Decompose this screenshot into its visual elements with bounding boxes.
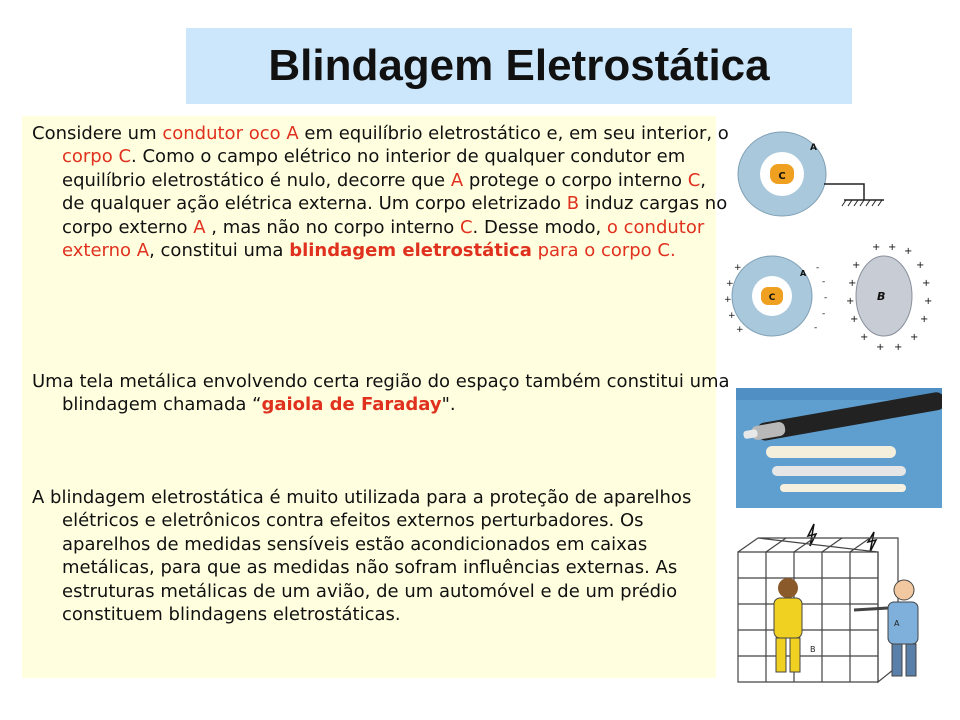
svg-text:-: - bbox=[814, 323, 818, 333]
svg-text:+: + bbox=[888, 244, 897, 253]
svg-text:+: + bbox=[850, 314, 859, 325]
p1-highlight: para o corpo C. bbox=[531, 240, 676, 262]
svg-text:+: + bbox=[904, 246, 913, 257]
p1-text: . Desse modo, bbox=[472, 216, 607, 238]
inner-label: C bbox=[778, 171, 786, 182]
p1-bold-term: blindagem eletrostática bbox=[289, 240, 532, 262]
svg-text:+: + bbox=[726, 279, 734, 289]
p1-highlight: condutor oco A bbox=[162, 123, 299, 144]
paragraph-2 bbox=[32, 370, 732, 417]
p1-text: . Como o campo elétrico no interior de qualquer condutor em equilíbrio eletrostático é nulo, decorre que bbox=[62, 146, 686, 191]
p1-highlight: C bbox=[687, 169, 701, 191]
p1-highlight: C bbox=[459, 216, 473, 238]
cable-core bbox=[780, 484, 906, 492]
text-panel bbox=[22, 116, 730, 678]
charged-label: B bbox=[877, 290, 886, 303]
inner-label: C bbox=[768, 293, 776, 303]
slide-title: Blindagem Eletrostática bbox=[268, 41, 770, 90]
svg-text:+: + bbox=[924, 296, 933, 307]
induction-figure bbox=[722, 244, 944, 354]
p1-text: em equilíbrio eletrostático e, em seu interior, o bbox=[298, 123, 729, 144]
cable-braid bbox=[772, 466, 906, 476]
p1-highlight: corpo C bbox=[62, 146, 132, 168]
p1-text: induz cargas no corpo externo bbox=[62, 193, 728, 238]
paragraph-3 bbox=[32, 486, 732, 626]
svg-text:+: + bbox=[848, 278, 857, 289]
svg-text:+: + bbox=[872, 244, 881, 253]
svg-text:-: - bbox=[824, 293, 828, 303]
svg-text:-: - bbox=[822, 277, 826, 287]
p1-highlight: B bbox=[566, 193, 580, 215]
lightning-icon bbox=[808, 524, 816, 546]
svg-text:+: + bbox=[894, 342, 903, 353]
svg-text:+: + bbox=[724, 295, 732, 305]
shielded-cable-photo bbox=[736, 388, 942, 508]
svg-text:+: + bbox=[916, 260, 925, 271]
p1-text: , de qualquer ação elétrica externa. Um corpo eletrizado bbox=[62, 169, 706, 215]
svg-text:+: + bbox=[734, 263, 742, 273]
outer-label: A bbox=[810, 143, 817, 153]
svg-text:+: + bbox=[846, 296, 855, 307]
person-label: A bbox=[894, 619, 900, 628]
cable-insulation bbox=[766, 446, 896, 458]
svg-text:+: + bbox=[910, 332, 919, 343]
p2-text: Uma tela metálica envolvendo certa região do espaço também constitui uma blindagem chamada “ bbox=[32, 371, 730, 416]
p1-text: protege o corpo interno bbox=[463, 169, 688, 191]
outer-label: A bbox=[800, 269, 807, 278]
faraday-cage-figure bbox=[728, 522, 940, 694]
grounded-conductor-figure bbox=[734, 128, 890, 228]
p1-highlight: A bbox=[193, 216, 212, 238]
p2-bold-term: gaiola de Faraday bbox=[261, 394, 442, 416]
svg-text:+: + bbox=[736, 325, 744, 335]
svg-text:-: - bbox=[816, 263, 820, 273]
p1-text: Considere um bbox=[32, 123, 163, 144]
person-inside bbox=[774, 578, 816, 672]
svg-text:+: + bbox=[860, 332, 869, 343]
lightning-icon bbox=[868, 532, 876, 552]
paragraph-1 bbox=[32, 122, 732, 262]
svg-text:+: + bbox=[852, 260, 861, 271]
svg-text:-: - bbox=[822, 309, 826, 319]
p2-text: ". bbox=[441, 394, 456, 416]
p1-text: , mas não no corpo interno bbox=[211, 216, 460, 238]
title-banner bbox=[186, 28, 852, 104]
p1-highlight: o condutor externo A bbox=[62, 216, 705, 262]
person-label: B bbox=[810, 645, 816, 654]
person-outside bbox=[854, 580, 918, 676]
svg-text:+: + bbox=[920, 314, 929, 325]
svg-text:+: + bbox=[876, 342, 885, 353]
p3-text: A blindagem eletrostática é muito utilizada para a proteção de aparelhos elétricos e eletrônicos contra efeitos externos perturbadores. Os aparelhos de medidas sensíveis estão acondicionados em caixas metálicas, para que as medidas não sofram influências externas. As estruturas metálicas de um avião, de um automóvel e de um prédio constituem blindagens eletrostáticas. bbox=[32, 487, 692, 626]
p1-text: , constitui uma bbox=[149, 240, 290, 262]
svg-text:+: + bbox=[922, 278, 931, 289]
p1-highlight: A bbox=[450, 169, 464, 191]
svg-text:+: + bbox=[728, 311, 736, 321]
